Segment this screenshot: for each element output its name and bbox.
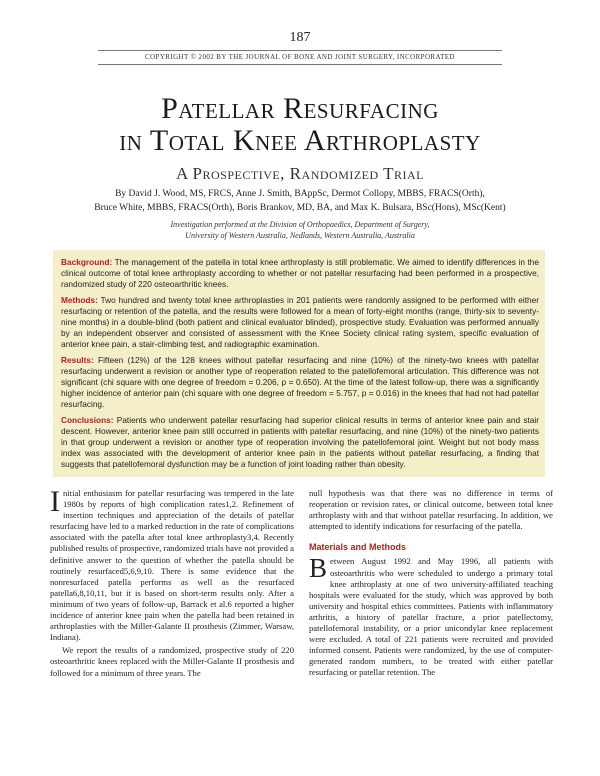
affiliation-line1: Investigation performed at the Division of Orthopaedics, Department of Surgery, xyxy=(170,220,430,229)
right-paragraph-1: null hypothesis was that there was no difference in terms of reoperation or revision rates, or clinical outcome, between total knee arthroplasty with and that without patellar resurfacing. In addition, we attempted to identify indications for resurfacing of the patella. xyxy=(309,488,553,532)
intro-paragraph xyxy=(50,485,294,643)
intro-dropcap: I xyxy=(50,485,60,518)
abstract-background xyxy=(61,257,539,291)
background-text: The management of the patella in total knee arthroplasty is still problematic. We aimed to identify differences in the clinical outcome of total knee arthroplasty according to whether or not patellar resurfacing had been performed in a prospective, randomized study of 220 osteoarthritic knees. xyxy=(61,257,540,290)
results-label: Results: xyxy=(61,354,94,365)
abstract-methods xyxy=(61,295,539,351)
body-column-right xyxy=(309,488,553,679)
header-rule-top xyxy=(98,50,502,51)
abstract-conclusions xyxy=(61,415,539,471)
author-list-line2: Bruce White, MBBS, FRACS(Orth), Boris Brankov, MD, BA, and Max K. Bulsara, BSc(Hons), MSc(Kent) xyxy=(94,203,506,213)
methods-body-text: etween August 1992 and May 1996, all patients with osteoarthritis who were scheduled to undergo a primary total knee arthroplasty at one of two university-affiliated teaching hospitals were evaluated for the study, which was approved by both university and hospital ethics committees. Patients with inflammatory arthritis, a history of patellar fracture, a prior patellectomy, patellofemoral instability, or a prior unicondylar knee replacement were excluded. A total of 221 patients were recruited and provided informed consent. Patients were randomized, by the use of computer-generated random numbers, to be treated with either patellar resurfacing or patellar retention. The xyxy=(309,556,553,678)
intro-text: nitial enthusiasm for patellar resurfacing was tempered in the late 1980s by reports of high complication rates1,2. Refinement of insertion techniques and appreciation of the details of patellar resurfacing have led to a marked reduction in the rate of complications associated with the patella after total knee arthroplasty3,4. Recently published results of prospective, randomized trials have not provided a definitive answer to the question of whether the patella should be routinely resurfaced5,6,9,10. There is some evidence that the nonresurfaced patella performs as well as the resurfaced patella6,8,10,11, but it is based on short-term results only. After a minimum of two years of follow-up, Barrack et al.6 reported a higher incidence of anterior knee pain when the patella had been retained in arthroplasties with the Miller-Galante II prosthesis (Zimmer, Warsaw, Indiana). xyxy=(50,488,294,643)
methods-label: Methods: xyxy=(61,294,98,305)
article-title-line2: in Total Knee Arthroplasty xyxy=(119,124,481,157)
abstract-box xyxy=(53,250,545,477)
conclusions-text: Patients who underwent patellar resurfacing had superior clinical results in terms of anterior knee pain and stair descent. However, anterior knee pain still occurred in patients with patellar resurfacing, and nine (10%) of the ninety-two patients in that group underwent a revision or another type of reoperation involving the patellofemoral joint. Weight but not body mass index was associated with the development of anterior knee pain in the patients without patellar resurfacing, a finding that suggests that patellofemoral dysfunction may be a function of joint loading rather than obesity. xyxy=(61,414,539,470)
conclusions-label: Conclusions: xyxy=(61,414,114,425)
results-text: Fifteen (12%) of the 128 knees without patellar resurfacing and nine (10%) of the ninety-two knees with patellar resurfacing underwent a revision or another type of reoperation related to the patellofemoral articulation. This difference was not significant (chi square with one degree of freedom = 0.206, p = 0.650). At the time of the latest follow-up, there was a significantly higher incidence of anterior pain (chi square with one degree of freedom = 5.757, p = 0.016) in the knees that had not had patellar resurfacing. xyxy=(61,354,539,410)
article-subtitle: A Prospective, Randomized Trial xyxy=(175,164,425,183)
methods-text: Two hundred and twenty total knee arthroplasties in 201 patients were randomly assigned to be performed with either resurfacing or retention of the patella, and the results were followed for a mean of forty-eight months (range, thirty-six to seventy-nine months) in a double-blind (both patient and clinical evaluator blinded), prospective study. Evaluation was performed annually by an independent observer and consisted of assessment with the Knee Society clinical rating system, specific evaluation of anterior knee pain, a stair-climbing test, and radiographic examination. xyxy=(61,294,539,350)
affiliation-line2: University of Western Australia, Nedlands, Western Australia, Australia xyxy=(185,231,415,240)
body-column-left xyxy=(50,485,294,679)
paragraph-2: We report the results of a randomized, prospective study of 220 osteoarthritic knees replaced with the Miller-Galante II prosthesis and followed for a minimum of three years. The xyxy=(50,645,294,678)
header-rule-bottom xyxy=(98,64,502,65)
methods-dropcap: B xyxy=(309,553,328,584)
copyright-line: COPYRIGHT © 2002 BY THE JOURNAL OF BONE AND JOINT SURGERY, INCORPORATED xyxy=(145,53,455,61)
section-heading-methods: Materials and Methods xyxy=(309,542,407,553)
background-label: Background: xyxy=(61,257,113,267)
abstract-results xyxy=(61,355,539,411)
page-number: 187 xyxy=(289,30,311,45)
article-title-line1: Patellar Resurfacing xyxy=(161,92,439,125)
methods-paragraph xyxy=(309,553,553,678)
author-list-line1: By David J. Wood, MS, FRCS, Anne J. Smith, BAppSc, Dermot Collopy, MBBS, FRACS(Orth), xyxy=(115,189,485,199)
